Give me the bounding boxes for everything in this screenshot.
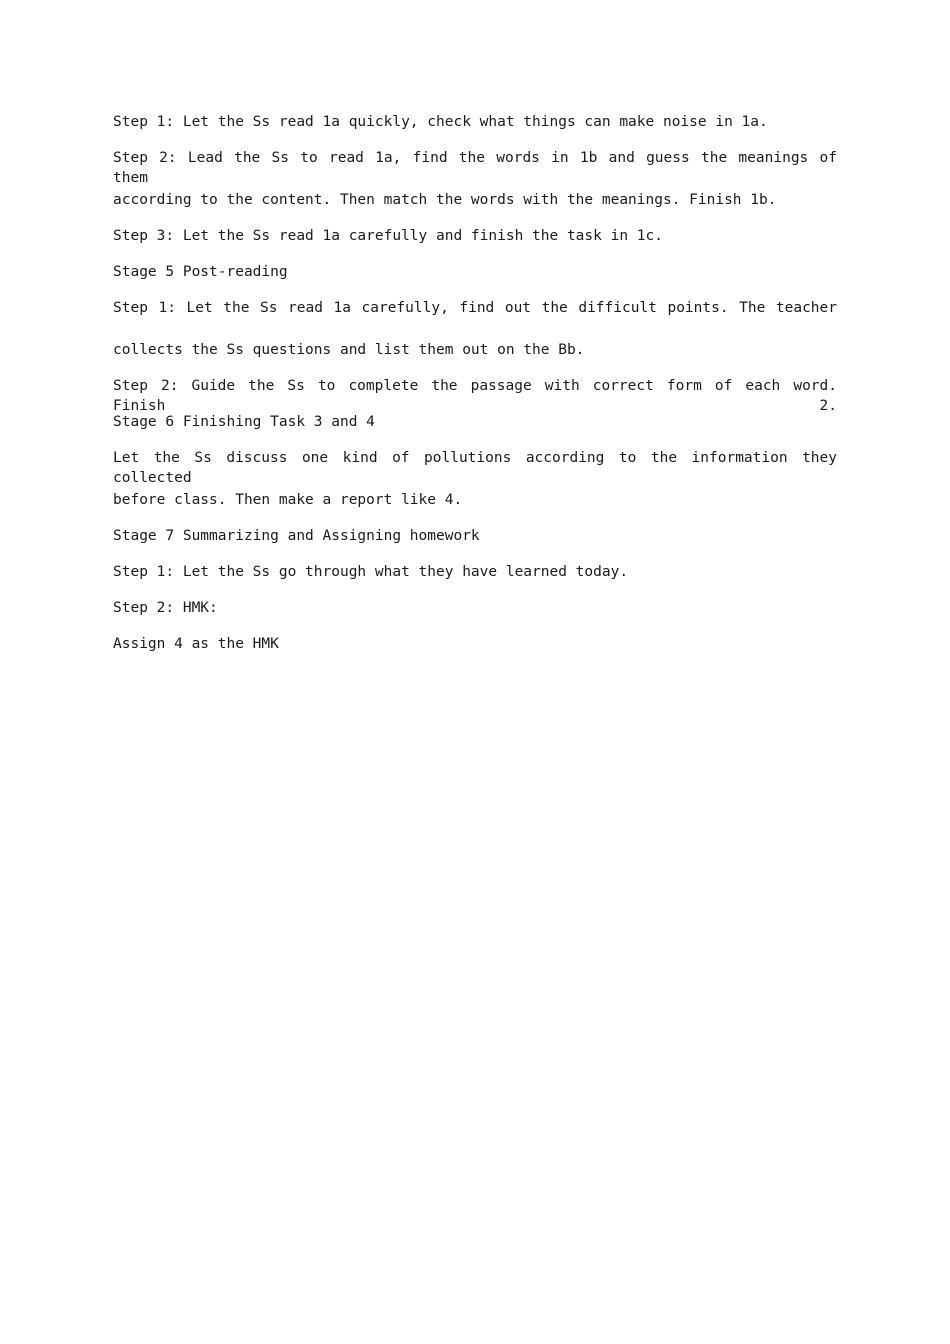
- text-line: Assign 4 as the HMK: [113, 636, 279, 652]
- text-line: before class. Then make a report like 4.: [113, 492, 463, 508]
- text-line: Step 3: Let the Ss read 1a carefully and finish the task in 1c.: [113, 228, 663, 244]
- text-line: Step 2: HMK:: [113, 600, 218, 616]
- text-line: collects the Ss questions and list them out on the Bb.: [113, 342, 585, 358]
- text-line: Step 1: Let the Ss read 1a carefully, find out the difficult points. The teacher: [113, 300, 837, 316]
- text-line: Let the Ss discuss one kind of pollutions according to the information they collected: [113, 450, 837, 486]
- document-body: [113, 112, 837, 654]
- text-line: Step 1: Let the Ss read 1a quickly, check what things can make noise in 1a.: [113, 114, 768, 130]
- text-line: Step 1: Let the Ss go through what they have learned today.: [113, 564, 629, 580]
- section-heading: Stage 6 Finishing Task 3 and 4: [113, 414, 375, 430]
- text-line: Step 2: Lead the Ss to read 1a, find the words in 1b and guess the meanings of them: [113, 150, 837, 186]
- section-heading: Stage 7 Summarizing and Assigning homework: [113, 528, 480, 544]
- text-line: Step 2: Guide the Ss to complete the passage with correct form of each word. Finish 2.: [113, 378, 837, 414]
- text-line: according to the content. Then match the words with the meanings. Finish 1b.: [113, 192, 777, 208]
- section-heading: Stage 5 Post-reading: [113, 264, 288, 280]
